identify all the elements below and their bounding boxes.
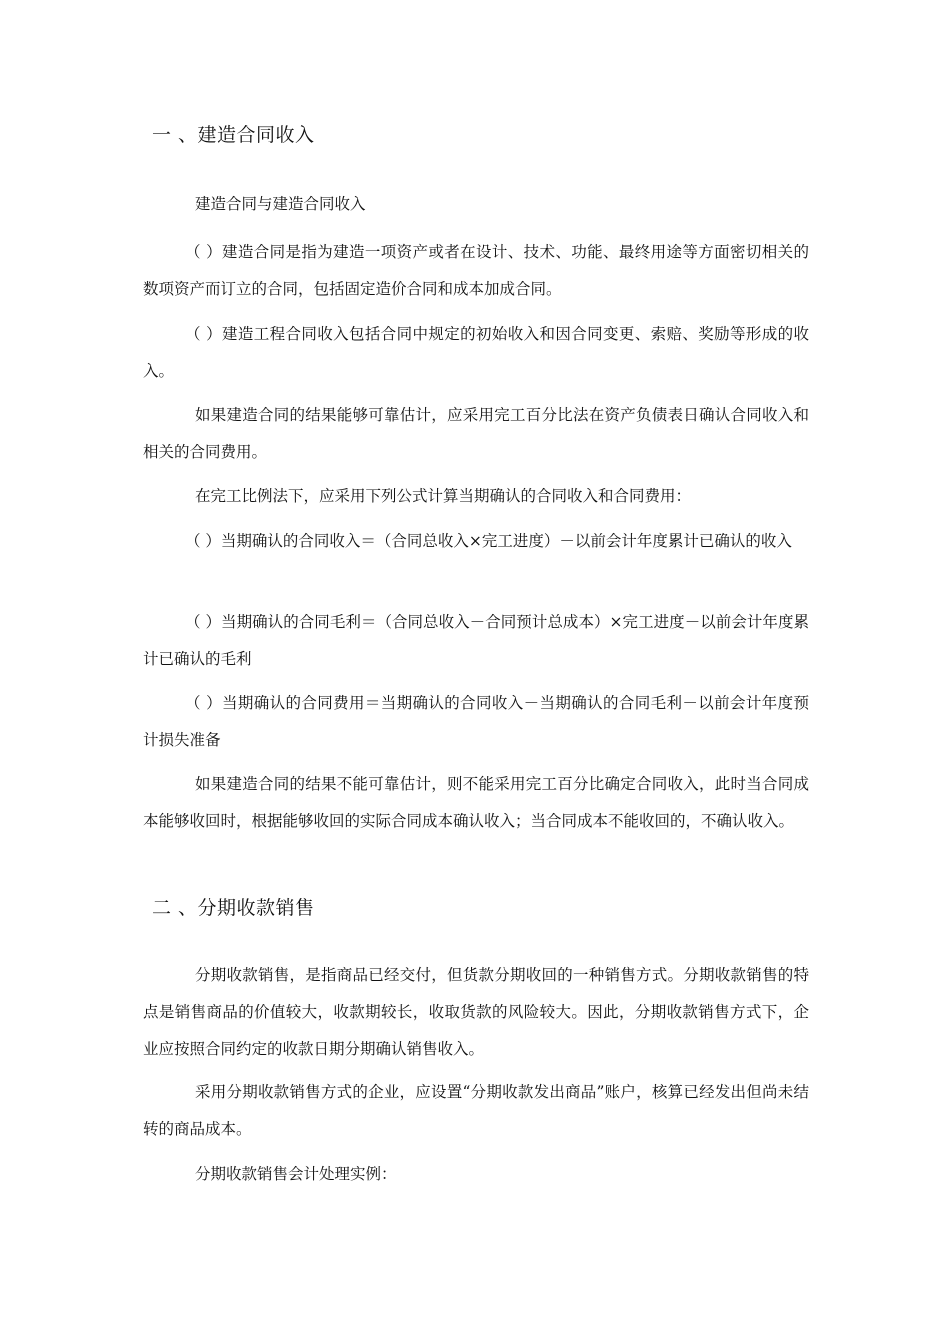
section-1-heading: 一 、建造合同收入 [152,124,315,146]
section-1-subheading: 建造合同与建造合同收入 [195,195,366,213]
section-1-paragraph-contract-definition: （ ）建造合同是指为建造一项资产或者在设计、技术、功能、最终用途等方面密切相关的数项资产而订立的合同，包括固定造价合同和成本加成合同。 [143,243,809,298]
section-1-formula-revenue: （ ）当期确认的合同收入＝（合同总收入×完工进度）－以前会计年度累计已确认的收入 [185,532,792,550]
section-2-paragraph-example-intro: 分期收款销售会计处理实例： [195,1165,397,1183]
section-2-paragraph-account: 采用分期收款销售方式的企业，应设置“分期收款发出商品”账户，核算已经发出但尚未结转的商品成本。 [143,1083,809,1138]
section-1-paragraph-unreliable-estimate: 如果建造合同的结果不能可靠估计，则不能采用完工百分比确定合同收入，此时当合同成本能够收回时，根据能够收回的实际合同成本确认收入；当合同成本不能收回的，不确认收入。 [143,775,809,830]
section-2-paragraph-definition: 分期收款销售，是指商品已经交付，但货款分期收回的一种销售方式。分期收款销售的特点是销售商品的价值较大，收款期较长，收取货款的风险较大。因此，分期收款销售方式下，企业应按照合同约定的收款日期分期确认销售收入。 [143,966,809,1058]
section-1-paragraph-contract-revenue: （ ）建造工程合同收入包括合同中规定的初始收入和因合同变更、索赔、奖励等形成的收入。 [143,325,809,380]
section-1-formula-gross-profit: （ ）当期确认的合同毛利＝（合同总收入－合同预计总成本）×完工进度－以前会计年度累计已确认的毛利 [143,613,809,668]
section-2-heading: 二 、分期收款销售 [152,897,315,919]
section-1-paragraph-formula-intro: 在完工比例法下，应采用下列公式计算当期确认的合同收入和合同费用： [195,487,692,505]
section-1-paragraph-percentage-method: 如果建造合同的结果能够可靠估计，应采用完工百分比法在资产负债表日确认合同收入和相关的合同费用。 [143,406,809,461]
section-1-formula-expense: （ ）当期确认的合同费用＝当期确认的合同收入－当期确认的合同毛利－以前会计年度预计损失准备 [143,694,809,749]
